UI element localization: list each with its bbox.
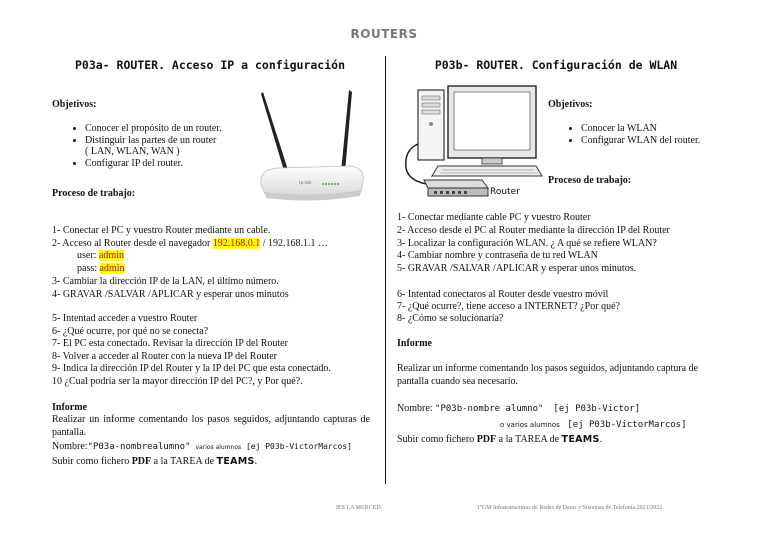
footer-course: 1ºGM Infraestructuras de Redes de Datos y Sistemas de Telefonía 2021/2022: [477, 505, 663, 511]
name-example: [ej P03b-VictorMarcos]: [241, 442, 352, 451]
pass-credential: [77, 263, 125, 276]
right-step-4: 4- Cambiar nombre y contraseña de tu red WLAN: [397, 250, 598, 261]
column-divider: [385, 56, 386, 484]
user-label: user:: [77, 250, 99, 261]
upload-end: .: [599, 434, 603, 445]
antenna-left: [261, 92, 289, 174]
name-value: "P03a-nombrealumno": [87, 442, 191, 452]
router-icon: [424, 180, 488, 196]
left-upload-line: [52, 456, 257, 469]
step-2-alt-ip: / 192.168.1.1 …: [260, 238, 329, 249]
right-step-5: 5- GRAVAR /SALVAR /APLICAR y esperar unos minutos.: [397, 263, 637, 274]
ip-highlight: 192.168.0.1: [212, 238, 261, 249]
right-name-line: [397, 403, 640, 416]
upload-teams: TEAMS: [216, 456, 255, 467]
name-small: varios alumnos: [195, 444, 242, 451]
right-objectives-heading: Objetivos:: [548, 99, 593, 110]
svg-text:tp-link: tp-link: [299, 180, 312, 185]
right-report-heading: Informe: [397, 338, 432, 349]
router-label: Router: [490, 187, 520, 197]
right-step-1: 1- Conectar mediante cable PC y vuestro Router: [397, 212, 591, 223]
left-step-8: 8- Volver a acceder al Router con la nueva IP del Router: [52, 351, 278, 362]
pc-tower-icon: [418, 90, 444, 160]
antenna-right: [341, 90, 352, 172]
step-2-text: 2- Acceso al Router desde el navegador: [52, 238, 213, 249]
name-label: Nombre:: [52, 441, 88, 452]
left-process-heading: Proceso de trabajo:: [52, 188, 136, 199]
name-small: o varios alumnos: [500, 421, 560, 429]
pass-label: pass:: [77, 263, 100, 274]
upload-pdf: PDF: [476, 434, 497, 445]
upload-teams: TEAMS: [561, 434, 600, 445]
upload-pdf: PDF: [131, 456, 152, 467]
upload-mid: a la TAREA de: [496, 434, 562, 445]
page-header: ROUTERS: [350, 27, 418, 41]
right-step-2: 2- Acceso desde el PC al Router mediante la dirección IP del Router: [397, 225, 670, 236]
left-name-line: [52, 441, 352, 455]
upload-prefix: Subir como fichero: [52, 456, 132, 467]
name-example: [ej P03b-Victor]: [553, 404, 641, 414]
objective-subtext: ( LAN, WLAN, WAN ): [85, 146, 180, 158]
left-step-6: 6- ¿Qué ocurre, por qué no se conecta?: [52, 326, 209, 337]
left-step-1: 1- Conectar el PC y vuestro Router mediante un cable.: [52, 225, 271, 236]
user-credential: [77, 250, 124, 263]
right-upload-line: [397, 434, 602, 447]
right-name-line-2: [500, 419, 687, 432]
keyboard-icon: [432, 166, 542, 176]
name-label: Nombre:: [397, 403, 436, 414]
upload-end: .: [254, 456, 258, 467]
left-report-heading: Informe: [52, 402, 87, 413]
right-title: P03b- ROUTER. Configuración de WLAN: [434, 58, 678, 72]
left-step-10: 10 ¿Cual podría ser la mayor dirección IP del PC?, y Por qué?.: [52, 376, 303, 387]
upload-mid: a la TAREA de: [151, 456, 217, 467]
left-title: P03a- ROUTER. Acceso IP a configuración: [74, 58, 346, 72]
list-item: • Conocer la WLAN: [581, 123, 768, 135]
list-item: • Configurar IP del router.: [85, 158, 305, 170]
left-report-text: Realizar un informe comentando los pasos seguidos, adjuntando capturas de pantalla.: [52, 414, 370, 438]
name-example-2: [ej P03b-VictorMarcos]: [567, 420, 687, 430]
right-objectives-list: [548, 123, 768, 146]
left-step-3: 3- Cambiar la dirección IP de la LAN, el último número.: [52, 276, 279, 287]
right-step-6: 6- Intentad conectaros al Router desde vuestro móvil: [397, 289, 609, 300]
list-item: • Conocer el propósito de un router.: [85, 123, 305, 135]
name-value: "P03b-nombre alumno": [435, 404, 544, 414]
left-step-7: 7- El PC esta conectado. Revisar la dirección IP del Router: [52, 338, 288, 349]
monitor-icon: [448, 86, 536, 164]
upload-prefix: Subir como fichero: [397, 434, 477, 445]
left-step-9: 9- Indica la dirección IP del Router y la IP del PC que esta conectado.: [52, 363, 331, 374]
left-step-4: 4- GRAVAR /SALVAR /APLICAR y esperar unos minutos: [52, 289, 289, 300]
left-step-2: [52, 238, 328, 251]
left-objectives-heading: Objetivos:: [52, 99, 97, 110]
right-process-heading: Proceso de trabajo:: [548, 175, 632, 186]
right-step-3: 3- Localizar la configuración WLAN. ¿ A qué se refiere WLAN?: [397, 238, 657, 249]
right-step-8: 8- ¿Cómo se solucionaría?: [397, 313, 504, 324]
router-image: [253, 88, 369, 206]
user-value: admin: [98, 250, 124, 261]
right-step-7: 7- ¿Qué ocurre?, tiene acceso a INTERNET? ¿Por qué?: [397, 301, 620, 312]
pass-value: admin: [99, 263, 125, 274]
pc-router-image: [398, 84, 546, 204]
objective-text: Distinguir las partes de un router: [85, 134, 217, 146]
right-report-text: Realizar un informe comentando los pasos seguidos, adjuntando captura de pantalla cuando sea necesario.: [397, 363, 699, 387]
list-item: • Configurar WLAN del router.: [581, 135, 768, 147]
footer-school: IES LA MERCED.: [336, 505, 383, 511]
left-step-5: 5- Intentad acceder a vuestro Router: [52, 313, 198, 324]
